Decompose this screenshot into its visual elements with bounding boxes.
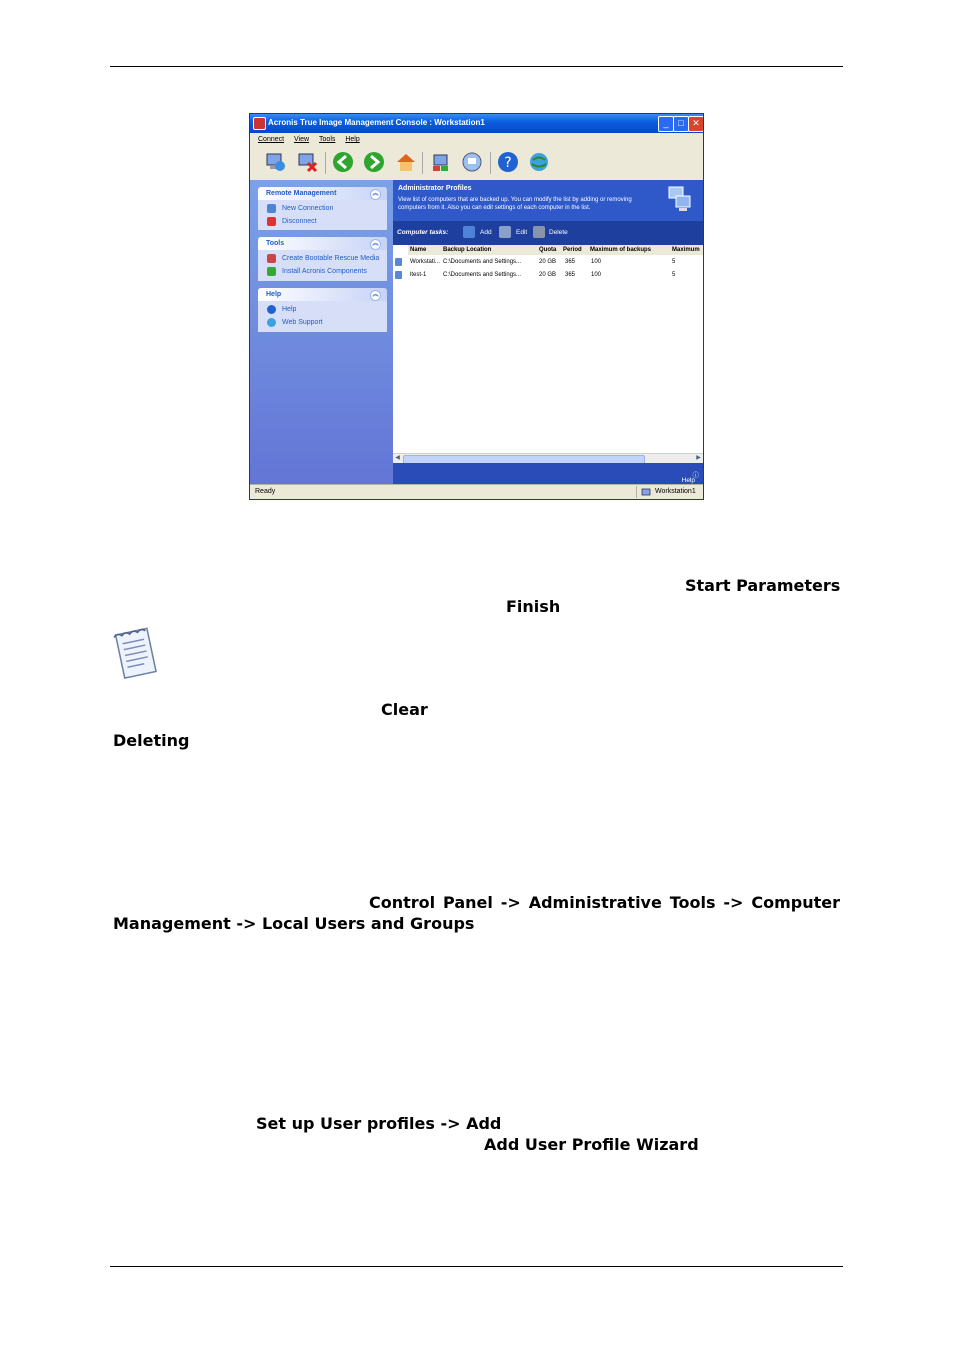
table-cell[interactable]: 100	[591, 272, 602, 278]
title-bar[interactable]	[250, 114, 703, 133]
content-pane	[393, 180, 703, 484]
content-title: Administrator Profiles	[398, 185, 472, 192]
panel-item-label: Disconnect	[282, 218, 317, 225]
column-header[interactable]: Name	[408, 245, 442, 255]
add-button[interactable]: Add	[480, 229, 492, 236]
column-header[interactable]: Period	[561, 245, 589, 255]
table-cell[interactable]: 100	[591, 259, 602, 265]
help-small-icon	[267, 305, 276, 314]
menu-bar	[250, 133, 703, 146]
menu-view[interactable]: View	[294, 136, 310, 143]
panel-item-label: Install Acronis Components	[282, 268, 367, 275]
collapse-chevron-icon[interactable]: ︽	[370, 290, 381, 301]
panel-header[interactable]	[258, 288, 387, 301]
computers-icon	[667, 185, 693, 213]
term-add-user-profile-wizard: Add User Profile Wizard	[484, 1135, 699, 1154]
forward-arrow-icon[interactable]	[363, 151, 385, 173]
table-cell[interactable]: 365	[565, 272, 576, 278]
column-header[interactable]: Backup Location	[441, 245, 538, 255]
minimize-button[interactable]: _	[658, 116, 674, 132]
panel-tools	[258, 237, 387, 281]
web-support-icon[interactable]	[528, 151, 550, 173]
tasks-label: Computer tasks:	[397, 229, 449, 236]
edit-button[interactable]: Edit	[516, 229, 528, 236]
help-icon[interactable]	[497, 151, 519, 173]
column-header[interactable]: Quota	[537, 245, 562, 255]
footer-help-label: Help	[681, 477, 695, 484]
panel-item-label: Help	[282, 306, 297, 313]
footer-rule	[110, 1266, 843, 1267]
term-finish: Finish	[506, 597, 561, 616]
connect-computer-icon[interactable]	[264, 151, 286, 173]
status-bar	[250, 484, 703, 500]
header-rule	[110, 66, 843, 67]
back-arrow-icon[interactable]	[332, 151, 354, 173]
computer-icon	[395, 271, 402, 279]
window-title: Acronis True Image Management Console : Workstation1	[268, 118, 485, 127]
computer-tasks-bar	[393, 221, 703, 245]
table-cell[interactable]: 20 GB	[539, 272, 557, 278]
web-support-small-icon	[267, 318, 276, 327]
term-start-parameters: Start Parameters	[685, 576, 841, 595]
new-connection-icon	[267, 204, 276, 213]
column-header[interactable]: Maximum	[670, 245, 704, 255]
table-cell[interactable]: Workstati...	[410, 259, 440, 265]
panel-help	[258, 288, 387, 332]
table-cell[interactable]: C:\Documents and Settings...	[443, 259, 522, 265]
rescue-media-icon	[267, 254, 276, 263]
collapse-chevron-icon[interactable]: ︽	[370, 239, 381, 250]
close-button[interactable]: ✕	[688, 116, 704, 132]
panel-title: Tools	[266, 240, 285, 247]
status-text: Ready	[255, 488, 276, 495]
management-icon[interactable]	[461, 151, 483, 173]
footer-help-link[interactable]: ⓘ Help	[681, 472, 699, 484]
delete-button[interactable]: Delete	[549, 229, 568, 236]
panel-header[interactable]	[258, 187, 387, 200]
menu-help[interactable]: Help	[345, 136, 360, 143]
menu-connect[interactable]: Connect	[258, 136, 285, 143]
collapse-chevron-icon[interactable]: ︽	[370, 189, 381, 200]
panel-item-label: Web Support	[282, 319, 323, 326]
content-footer	[393, 463, 703, 484]
status-computer-panel	[636, 486, 703, 498]
table-cell[interactable]: 20 GB	[539, 259, 557, 265]
svg-text:?: ?	[504, 155, 512, 171]
toolbar-separator	[490, 152, 491, 174]
panel-remote-management	[258, 187, 387, 230]
install-icon	[267, 267, 276, 276]
horizontal-scrollbar[interactable]	[393, 453, 703, 463]
panel-item-web-support[interactable]	[258, 316, 387, 329]
disconnect-computer-icon[interactable]	[296, 151, 318, 173]
app-window	[249, 113, 704, 500]
panel-item-label: New Connection	[282, 205, 334, 212]
note-icon	[112, 625, 162, 683]
toolbar-separator	[325, 152, 326, 174]
panel-item-install-components[interactable]	[258, 265, 387, 278]
scroll-right-icon[interactable]: ▶	[696, 455, 701, 461]
panel-item-disconnect[interactable]	[258, 215, 387, 228]
panel-item-help[interactable]	[258, 303, 387, 316]
content-description: View list of computers that are backed up. You can modify the list by adding or removing computers from it. Also you can edit settings of each computer in the list.	[398, 197, 632, 211]
toolbar	[250, 146, 703, 181]
add-icon[interactable]	[463, 226, 475, 238]
install-components-icon[interactable]	[430, 151, 452, 173]
content-header	[393, 180, 703, 221]
panel-item-new-connection[interactable]	[258, 202, 387, 215]
panel-title: Remote Management	[266, 190, 337, 197]
computer-icon	[395, 258, 402, 266]
panel-item-create-rescue-media[interactable]	[258, 252, 387, 265]
status-computer-name: Workstation1	[655, 488, 696, 495]
panel-item-label: Create Bootable Rescue Media	[282, 255, 380, 262]
computer-status-icon	[641, 488, 651, 497]
panel-title: Help	[266, 291, 282, 298]
disconnect-icon	[267, 217, 276, 226]
menu-tools[interactable]: Tools	[319, 136, 336, 143]
edit-icon[interactable]	[499, 226, 511, 238]
task-pane	[250, 180, 393, 484]
table-cell[interactable]: ltest-1	[410, 272, 427, 278]
table-cell[interactable]: 365	[565, 259, 576, 265]
toolbar-separator	[422, 152, 423, 174]
term-deleting: Deleting	[113, 731, 190, 750]
maximize-button[interactable]: □	[673, 116, 689, 132]
term-clear: Clear	[381, 700, 428, 719]
scroll-left-icon[interactable]: ◀	[395, 455, 400, 461]
home-icon[interactable]	[395, 151, 417, 173]
app-icon	[253, 117, 266, 130]
path-local-users: Management -> Local Users and Groups	[113, 914, 475, 933]
path-control-panel: Control Panel -> Administrative Tools -> Computer	[369, 893, 840, 912]
table-cell[interactable]: C:\Documents and Settings...	[443, 272, 522, 278]
table-cell[interactable]: 5	[672, 272, 676, 278]
term-setup-profiles: Set up User profiles -> Add	[256, 1114, 502, 1133]
panel-header[interactable]	[258, 237, 387, 250]
table-cell[interactable]: 5	[672, 259, 676, 265]
column-header[interactable]: Maximum of backups	[588, 245, 671, 255]
delete-icon[interactable]	[533, 226, 545, 238]
